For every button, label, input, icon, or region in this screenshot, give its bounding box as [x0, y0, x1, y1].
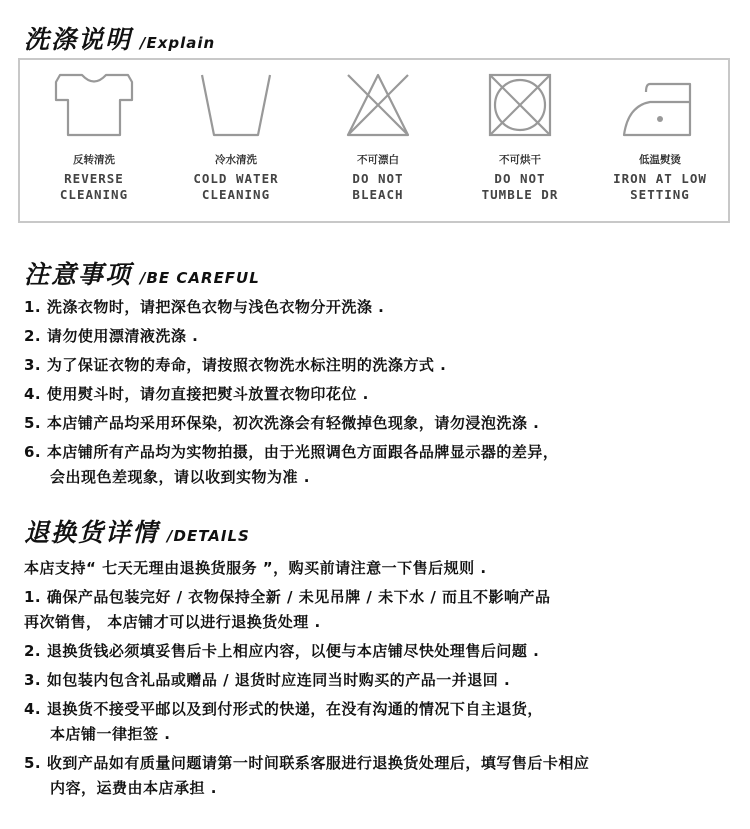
care-label-en-1: COLD WATER: [193, 171, 279, 186]
careful-title-zh: 注意事项: [24, 260, 133, 289]
care-label-en-1: DO NOT: [494, 171, 546, 186]
care-label-en-1: REVERSE: [64, 171, 124, 186]
details-title-en: /DETAILS: [167, 527, 250, 545]
careful-line-1: 1. 洗涤衣物时，请把深色衣物与浅色衣物分开洗涤 .: [24, 298, 385, 316]
careful-title-en: /BE CAREFUL: [140, 269, 260, 287]
care-label-zh: 低温熨烫: [639, 154, 681, 166]
wash-basin-icon: [196, 72, 276, 138]
care-label-en-2: TUMBLE DR: [481, 187, 559, 202]
details-line-1-cont: 再次销售， 本店铺才可以进行退换货处理 .: [24, 613, 321, 631]
details-line-5: 5. 收到产品如有质量问题请第一时间联系客服进行退换货处理后，填写售后卡相应: [24, 754, 590, 772]
details-line-3: 3. 如包装内包含礼品或赠品 / 退货时应连同当时购买的产品一并退回 .: [24, 671, 511, 689]
tshirt-icon: [54, 72, 134, 138]
care-label-en-1: IRON AT LOW: [613, 171, 707, 186]
details-intro: 本店支持“ 七天无理由退换货服务 ”，购买前请注意一下售后规则 .: [24, 559, 487, 577]
details-line-1: 1. 确保产品包装完好 / 衣物保持全新 / 未见吊牌 / 未下水 / 而且不影响产品: [24, 588, 551, 606]
care-item-cold-water: [164, 60, 308, 203]
no-tumble-dry-icon: [480, 72, 560, 138]
careful-line-6: 6. 本店铺所有产品均为实物拍摄，由于光照调色方面跟各品牌显示器的差异，: [24, 443, 559, 461]
wash-title-zh: 洗涤说明: [24, 25, 133, 54]
care-label-en-2: BLEACH: [352, 187, 404, 202]
no-bleach-icon: [338, 72, 418, 138]
careful-line-3: 3. 为了保证衣物的寿命，请按照衣物洗水标注明的洗涤方式 .: [24, 356, 447, 374]
details-line-4-cont: 本店铺一律拒签 .: [50, 725, 171, 743]
care-label-en-2: CLEANING: [201, 187, 271, 202]
care-label-zh: 不可烘干: [499, 154, 541, 166]
wash-title-en: /Explain: [140, 34, 216, 52]
details-title-zh: 退换货详情: [24, 518, 160, 547]
care-label-zh: 反转清洗: [73, 154, 115, 166]
careful-line-2: 2. 请勿使用漂清液洗涤 .: [24, 327, 199, 345]
care-label-zh: 不可漂白: [357, 154, 399, 166]
care-label-en-2: SETTING: [630, 187, 690, 202]
careful-section-title: [24, 255, 260, 291]
careful-line-6-cont: 会出现色差现象，请以收到实物为准 .: [50, 468, 310, 486]
care-label-zh: 冷水清洗: [215, 154, 257, 166]
careful-line-5: 5. 本店铺产品均采用环保染，初次洗涤会有轻微掉色现象，请勿浸泡洗涤 .: [24, 414, 540, 432]
care-label-en-2: CLEANING: [59, 187, 129, 202]
care-symbols-panel: [18, 58, 730, 223]
iron-low-icon: [620, 72, 700, 138]
careful-line-4: 4. 使用熨斗时，请勿直接把熨斗放置衣物印花位 .: [24, 385, 369, 403]
care-item-iron-low: [588, 60, 732, 203]
care-item-reverse: [22, 60, 166, 203]
details-line-4: 4. 退换货不接受平邮以及到付形式的快递，在没有沟通的情况下自主退货，: [24, 700, 543, 718]
details-line-2: 2. 退换货钱必须填妥售后卡上相应内容，以便与本店铺尽快处理售后问题 .: [24, 642, 540, 660]
care-label-en-1: DO NOT: [352, 171, 404, 186]
details-section-title: [24, 513, 250, 549]
wash-section-title: [24, 20, 215, 56]
care-item-no-tumble: [448, 60, 592, 203]
care-item-no-bleach: [306, 60, 450, 203]
details-line-5-cont: 内容，运费由本店承担 .: [50, 779, 217, 797]
